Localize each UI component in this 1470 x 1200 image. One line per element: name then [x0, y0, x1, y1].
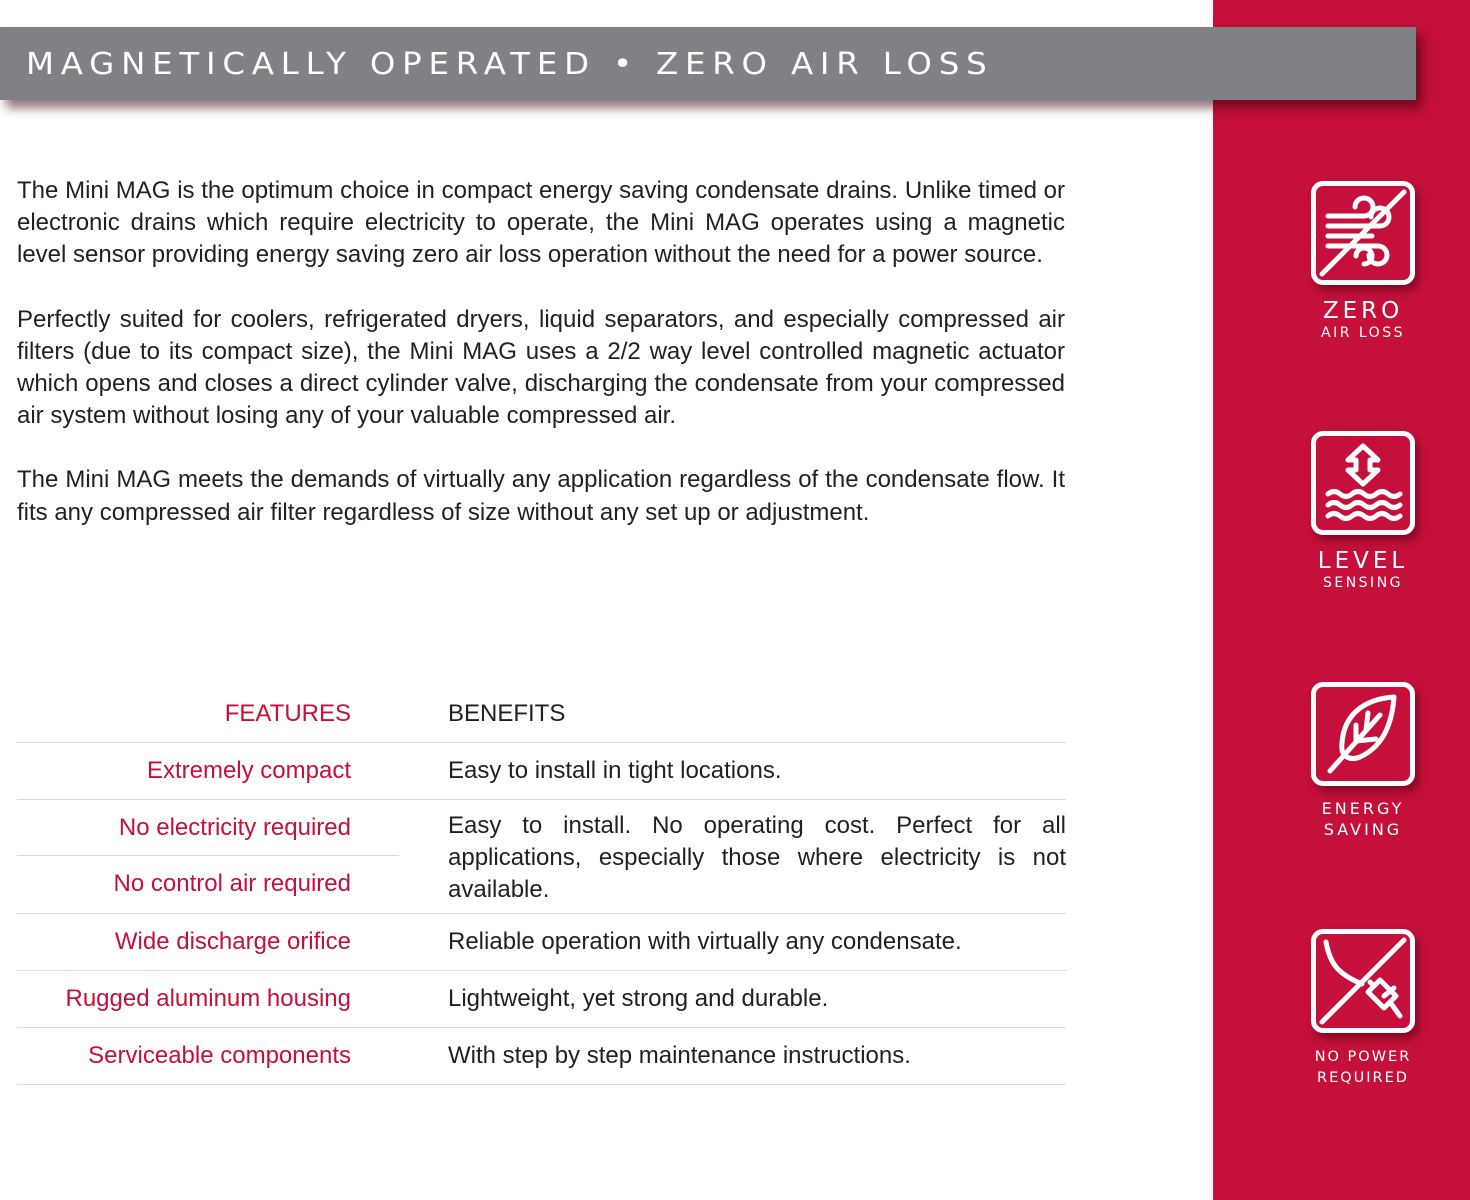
badge-line2: SENSING: [1322, 575, 1404, 591]
badge-zero-air-loss: [1307, 181, 1419, 343]
table-header-row: [17, 686, 1066, 743]
feature-cell: Rugged aluminum housing: [65, 985, 351, 1012]
intro-paragraph: Perfectly suited for coolers, refrigerated dryers, liquid separators, and especially compressed air filters (due to its compact size), the Mini MAG uses a 2/2 way level controlled magnetic actuator which opens and closes a direct cylinder valve, discharging the condensate from your compressed air system without losing any of your valuable compressed air.: [17, 305, 1065, 430]
badge-line2: SAVING: [1323, 820, 1403, 839]
leaf-icon: [1311, 682, 1415, 786]
feature-cell: Wide discharge orifice: [114, 928, 351, 955]
features-header: FEATURES: [224, 700, 351, 727]
benefit-cell: Reliable operation with virtually any condensate.: [448, 928, 962, 955]
table-row: [17, 971, 1066, 1028]
table-row: [17, 1028, 1066, 1085]
badge-level-sensing: [1307, 431, 1419, 593]
intro-paragraph: The Mini MAG is the optimum choice in compact energy saving condensate drains. Unlike timed or electronic drains which require electricity to operate, the Mini MAG operates using a magnetic level sensor providing energy saving zero air loss operation without the need for a power source.: [17, 177, 1065, 269]
no-wind-icon: [1311, 181, 1415, 285]
table-row: [17, 914, 1066, 971]
header-banner: [0, 27, 1416, 100]
banner-title: MAGNETICALLY OPERATED • ZERO AIR LOSS: [26, 47, 994, 82]
badge-energy-saving: [1307, 682, 1419, 840]
intro-text: [17, 175, 1065, 561]
features-benefits-table: [17, 686, 1066, 1085]
feature-cell: No electricity required: [17, 800, 399, 856]
intro-paragraph: The Mini MAG meets the demands of virtually any application regardless of the condensate flow. It fits any compressed air filter regardless of size without any set up or adjustment.: [17, 466, 1065, 526]
feature-cell: Extremely compact: [146, 757, 351, 784]
feature-cell: Serviceable components: [88, 1042, 351, 1069]
table-row: [17, 800, 1066, 914]
badge-line1: NO POWER: [1314, 1049, 1412, 1065]
badge-line2: AIR LOSS: [1321, 325, 1405, 341]
badge-no-power-required: [1307, 929, 1419, 1089]
badge-line1: ZERO: [1322, 298, 1404, 324]
benefit-cell: With step by step maintenance instructions.: [448, 1042, 911, 1069]
benefit-cell: Lightweight, yet strong and durable.: [448, 985, 829, 1012]
badge-line1: ENERGY: [1321, 799, 1405, 818]
benefit-cell: Easy to install. No operating cost. Perfect for all applications, especially those where electricity is not available.: [448, 812, 1066, 903]
no-plug-icon: [1311, 929, 1415, 1033]
level-sensing-icon: [1311, 431, 1415, 535]
benefit-cell: Easy to install in tight locations.: [448, 757, 782, 784]
table-row: [17, 743, 1066, 800]
benefits-header: BENEFITS: [448, 700, 566, 727]
feature-cell: No control air required: [113, 870, 351, 897]
badge-line2: REQUIRED: [1317, 1070, 1409, 1086]
badge-line1: LEVEL: [1317, 548, 1409, 574]
